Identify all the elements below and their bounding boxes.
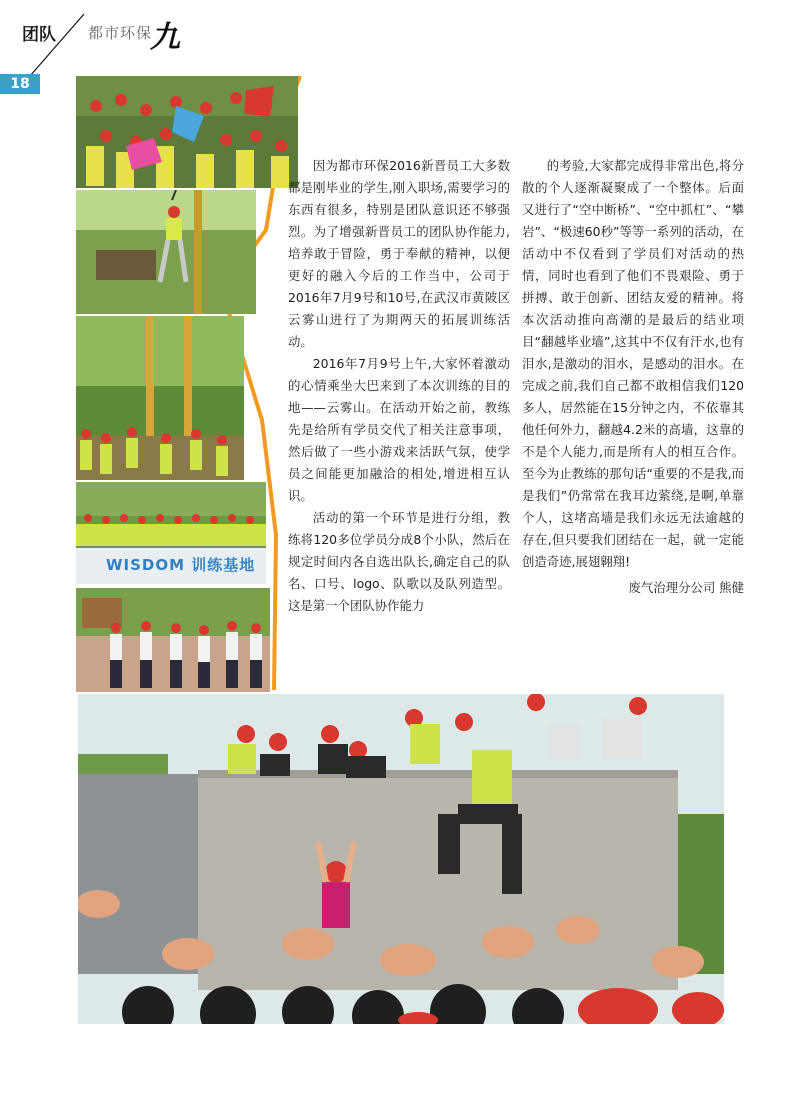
photo-team-flags [76, 76, 298, 188]
photo-marching [76, 588, 270, 692]
banner-text: WISDOM 训练基地 [106, 556, 256, 574]
photo-forest-poles [76, 316, 244, 480]
photo-group-banner [76, 482, 266, 584]
article-column-left [288, 155, 510, 617]
photo-high-ropes [76, 190, 256, 314]
photo-graduation-wall [78, 694, 724, 1024]
page-number: 18 [0, 74, 40, 94]
magazine-logo: 九 [150, 20, 180, 55]
section-title: 团队 [22, 25, 56, 45]
article-column-right [522, 155, 744, 599]
magazine-title: 都市环保 [88, 24, 153, 42]
paragraph: 因为都市环保2016新晋员工大多数都是刚毕业的学生,刚入职场,需要学习的东西有很多，特别是团队意识还不够强烈。为了增强新晋员工的团队协作能力,培养敢于冒险，勇于奉献的精神，以便更好的融入今后的工作当中，公司于2016年7月9号和10号,在武汉市黄陂区云雾山进行了为期两天的拓展训练活动。 [288, 158, 510, 349]
paragraph: 的考验,大家都完成得非常出色,将分散的个人逐渐凝聚成了一个整体。后面又进行了“空中断桥”、“空中抓杠”、“攀岩”、“极速60秒”等等一系列的活动，在活动中不仅看到了学员们对活动的热情，同时也看到了他们不畏艰险、勇于拼搏、敢于创新、团结友爱的精神。将本次活动推向高潮的是最后的结业项目“翻越毕业墙”,这其中不仅有汗水,也有泪水,是激动的泪水，是感动的泪水。在完成之前,我们自己都不敢相信我们120多人，居然能在15分钟之内，不依靠其他任何外力，翻越4.2米的高墙，这靠的不是个人能力,而是所有人的相互合作。至今为止教练的那句话“重要的不是我,而是我们”仍常常在我耳边萦绕,是啊,单靠个人，这堵高墙是我们永远无法逾越的存在,但只要我们团结在一起，就一定能创造奇迹,展翅翱翔! [522, 158, 744, 569]
paragraph: 2016年7月9号上午,大家怀着激动的心情乘坐大巴来到了本次训练的目的地——云雾山。在活动开始之前，教练先是给所有学员交代了相关注意事项，然后做了一些小游戏来活跃气氛，使学员之间能更加融洽的相处,增进相互认识。 [288, 356, 510, 503]
byline: 废气治理分公司 熊健 [628, 580, 744, 595]
paragraph: 活动的第一个环节是进行分组，教练将120多位学员分成8个小队，然后在规定时间内各自选出队长,确定自己的队名、口号、logo、队歌以及队列造型。这是第一个团队协作能力 [288, 510, 510, 613]
